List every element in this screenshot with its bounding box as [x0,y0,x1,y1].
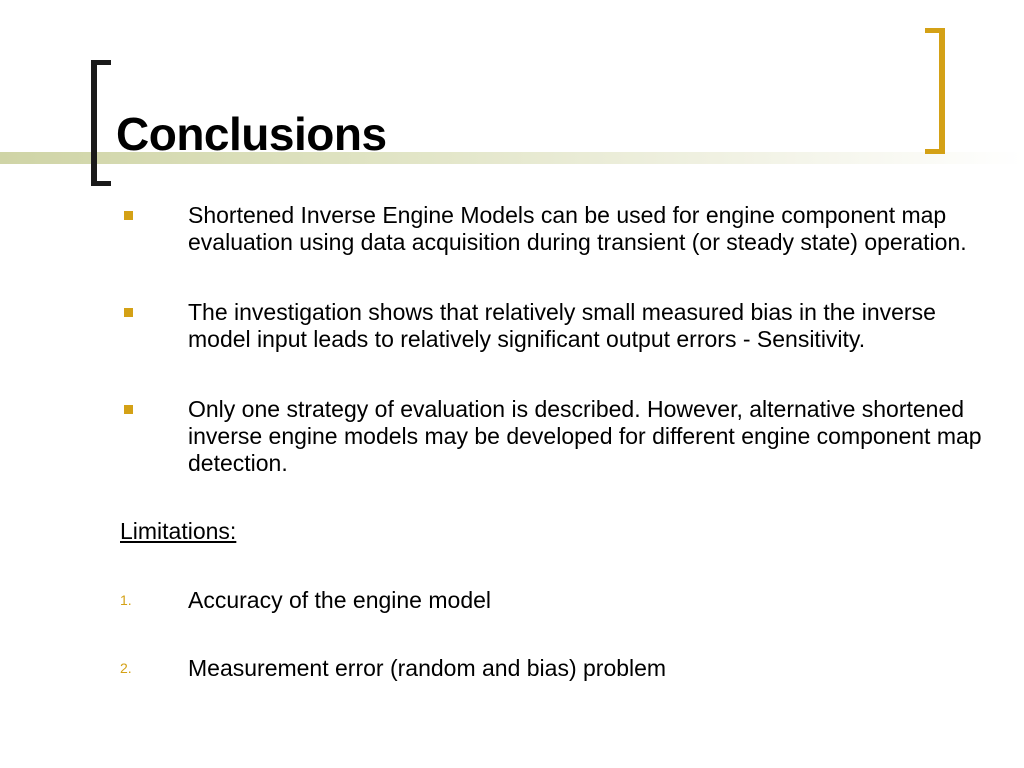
numbered-item [120,655,1000,682]
square-bullet-icon [124,211,133,220]
bullet-item [120,202,1000,256]
limitations-heading: Limitations: [120,518,237,544]
list-number: 1. [120,592,132,608]
numbered-item-text: Accuracy of the engine model [188,587,492,613]
list-number: 2. [120,660,132,676]
bullet-text: Shortened Inverse Engine Models can be used for engine component map evaluation using data acquisition during transient (or steady state) operation. [188,202,967,255]
slide-title: Conclusions [116,108,387,160]
slide-content [120,202,1000,723]
square-bullet-icon [124,405,133,414]
numbered-item [120,587,1000,614]
bullet-item [120,396,1000,477]
bullet-item [120,299,1000,353]
bullet-text: The investigation shows that relatively small measured bias in the inverse model input leads to relatively significant output errors - Sensitivity. [188,299,936,352]
square-bullet-icon [124,308,133,317]
left-bracket-decoration [91,60,111,186]
bullet-text: Only one strategy of evaluation is described. However, alternative shortened inverse engine models may be developed for different engine component map detection. [188,396,982,476]
numbered-item-text: Measurement error (random and bias) problem [188,655,667,681]
right-bracket-decoration [925,28,945,154]
